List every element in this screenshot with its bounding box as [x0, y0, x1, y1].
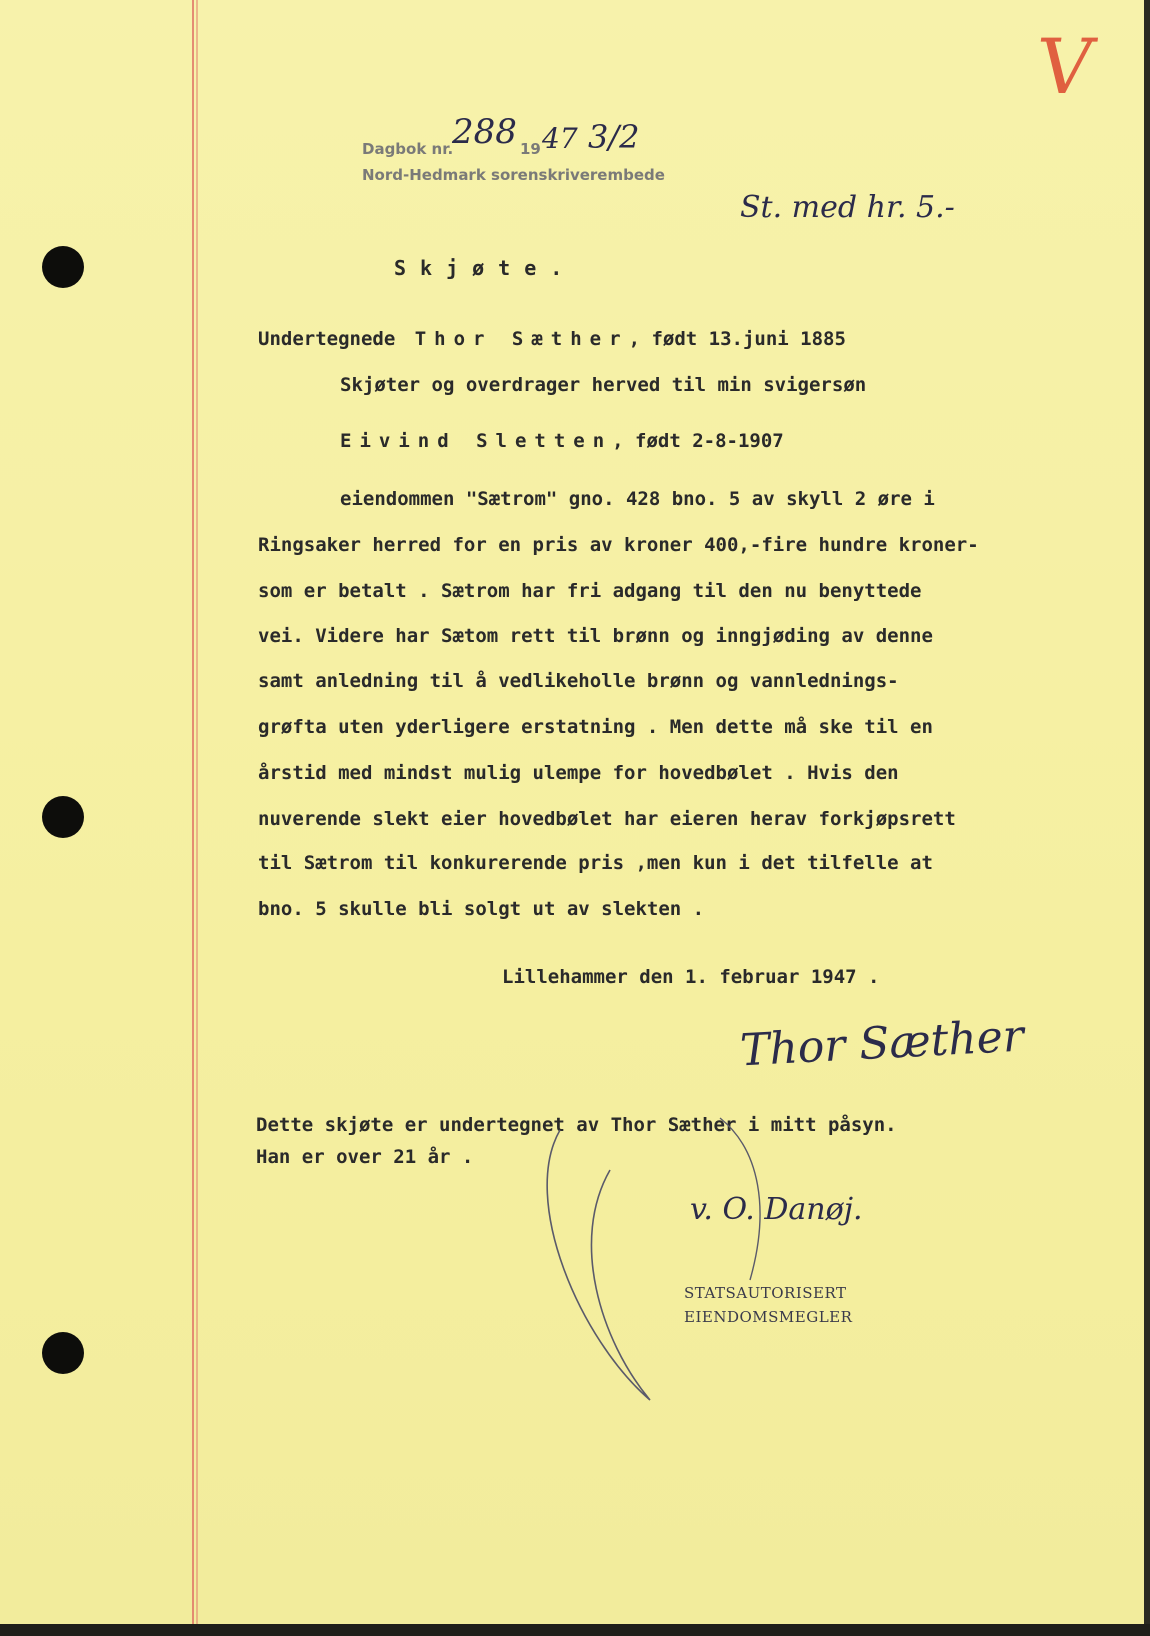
- stamp-line-1: STATSAUTORISERT: [684, 1284, 847, 1302]
- stamp-line-2: EIENDOMSMEGLER: [684, 1308, 853, 1326]
- body-line-1: [258, 328, 846, 350]
- body-line-3: [340, 430, 784, 452]
- margin-line-inner: [196, 0, 198, 1624]
- margin-line: [192, 0, 194, 1624]
- seller-signature: Thor Sæther: [738, 1010, 1025, 1077]
- paragraph-line-9: til Sætrom til konkurerende pris ,men kun i det tilfelle at: [258, 852, 933, 874]
- witness-signature: v. O. Danøj.: [690, 1192, 863, 1227]
- paragraph-line-5: samt anledning til å vedlikeholle brønn og vannlednings-: [258, 670, 899, 692]
- paragraph-line-8: nuverende slekt eier hovedbølet har eieren herav forkjøpsrett: [258, 808, 956, 830]
- check-mark-icon: V: [1031, 22, 1100, 111]
- buyer-name: Eivind Sletten: [340, 430, 613, 452]
- punch-hole-middle: [42, 796, 84, 838]
- place-date: Lillehammer den 1. februar 1947 .: [502, 966, 880, 988]
- paragraph-line-10: bno. 5 skulle bli solgt ut av slekten .: [258, 898, 705, 920]
- stamp-oval: [520, 1110, 900, 1410]
- seller-name: Thor Sæther: [414, 328, 629, 350]
- dagbok-number: 288: [452, 112, 517, 152]
- body-line-2: Skjøter og overdrager herved til min svigersøn: [340, 374, 867, 396]
- paragraph-line-2: Ringsaker herred for en pris av kroner 400,-fire hundre kroner-: [258, 534, 979, 556]
- scan-edge-right: [1144, 0, 1150, 1636]
- office-name: Nord-Hedmark sorenskriverembede: [362, 166, 665, 184]
- buyer-birth: , født 2-8-1907: [612, 430, 784, 452]
- paragraph-line-7: årstid med mindst mulig ulempe for hovedbølet . Hvis den: [258, 762, 899, 784]
- attestation-line-2: Han er over 21 år .: [256, 1146, 474, 1168]
- paragraph-line-6: grøfta uten yderligere erstatning . Men dette må ske til en: [258, 716, 933, 738]
- paragraph-line-4: vei. Videre har Sætom rett til brønn og inngjøding av denne: [258, 625, 933, 647]
- undersigned-label: Undertegnede: [258, 328, 396, 350]
- dagbok-label: Dagbok nr.: [362, 140, 454, 158]
- punch-hole-top: [42, 246, 84, 288]
- attestation-line-1: Dette skjøte er undertegnet av Thor Sæther i mitt påsyn.: [256, 1114, 897, 1136]
- registry-date: 3/2: [588, 118, 640, 156]
- year-suffix: 47: [542, 122, 578, 155]
- scan-edge-bottom: [0, 1624, 1150, 1636]
- seller-birth: , født 13.juni 1885: [628, 328, 846, 350]
- margin-note: St. med hr. 5.-: [740, 190, 955, 225]
- punch-hole-bottom: [42, 1332, 84, 1374]
- document-title: Skjøte.: [394, 256, 577, 280]
- paragraph-line-1: eiendommen "Sætrom" gno. 428 bno. 5 av skyll 2 øre i: [340, 488, 935, 510]
- paragraph-line-3: som er betalt . Sætrom har fri adgang til den nu benyttede: [258, 580, 922, 602]
- year-prefix: 19: [520, 140, 541, 158]
